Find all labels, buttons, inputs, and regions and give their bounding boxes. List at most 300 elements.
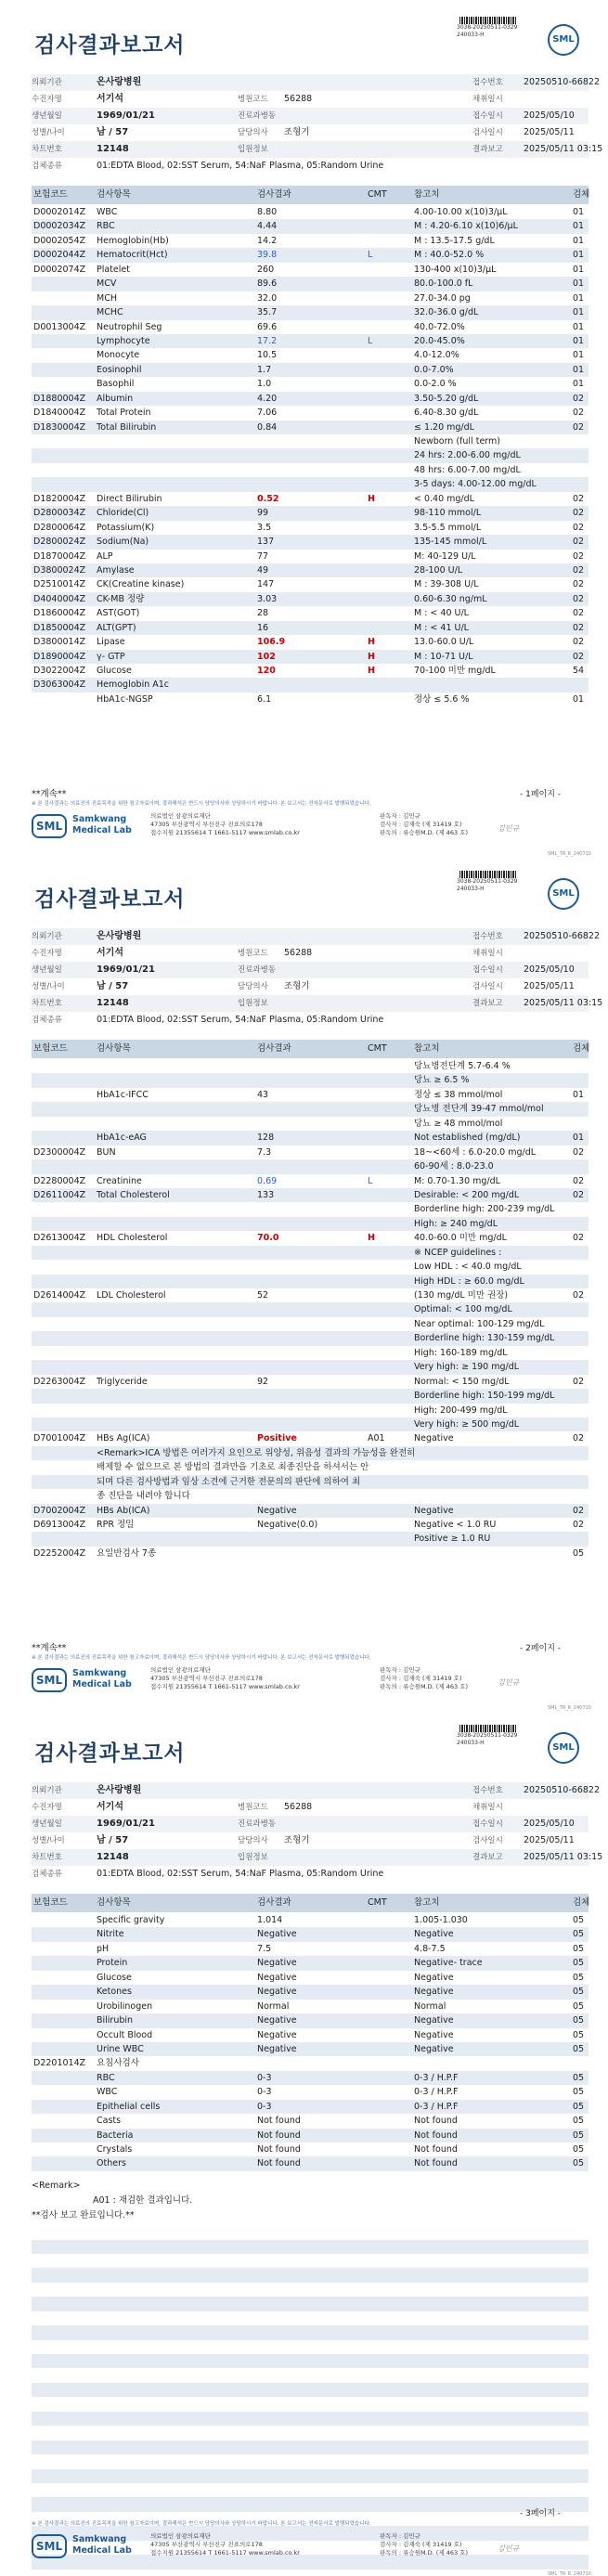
samkwang-name: Samkwang Medical Lab xyxy=(72,814,132,835)
insurance-code: D3063004Z xyxy=(33,680,86,691)
test-result: 3.03 xyxy=(257,593,278,604)
table-row xyxy=(32,348,589,362)
test-result: 70.0 xyxy=(257,1233,279,1244)
insurance-code: D1860004Z xyxy=(33,608,86,619)
specimen-code: 05 xyxy=(573,1943,585,1954)
table-row xyxy=(32,1317,589,1331)
table-row xyxy=(32,477,589,491)
test-result: 4.20 xyxy=(257,393,278,404)
test-result: 6.1 xyxy=(257,693,272,705)
specimen-code: 01 xyxy=(573,335,585,346)
value-patient: 서기석 xyxy=(97,1802,123,1812)
test-result: Negative xyxy=(257,1987,297,1998)
insurance-code: D1880004Z xyxy=(33,393,86,404)
blank-row xyxy=(32,2483,589,2497)
reference-range: Low HDL : < 40.0 mg/dL xyxy=(414,1262,522,1273)
insurance-code: D2800034Z xyxy=(33,508,86,519)
blank-row xyxy=(32,2240,589,2254)
blank-row xyxy=(32,2426,589,2440)
specimen-code: 02 xyxy=(573,622,585,633)
test-name: Hemoglobin A1c xyxy=(97,680,170,691)
result-table xyxy=(32,205,589,706)
test-name: Chloride(Cl) xyxy=(97,508,149,519)
table-header xyxy=(32,1894,589,1912)
test-result: Not found xyxy=(257,2144,301,2155)
test-name: Amylase xyxy=(97,564,135,576)
table-row xyxy=(32,1117,589,1131)
reference-range: 40.0-60.0 미만 mg/dL xyxy=(414,1233,507,1244)
specimen-code: 05 xyxy=(573,1547,585,1559)
table-row xyxy=(32,1088,589,1102)
value-sex-age: 남 / 57 xyxy=(97,127,129,137)
reference-range: 정상 ≤ 5.6 % xyxy=(414,693,470,705)
label-doctor: 담당의사 xyxy=(238,1836,268,1845)
reference-range: Optimal: < 100 mg/dL xyxy=(414,1304,512,1315)
barcode-text: 3038-20250511-0329 240033-H xyxy=(457,24,518,38)
table-row xyxy=(32,2000,589,2013)
value-birth: 1969/01/21 xyxy=(97,110,155,121)
column-header: CMT xyxy=(368,1897,387,1908)
blank-row xyxy=(32,2311,589,2325)
test-result: 28 xyxy=(257,608,269,619)
insurance-code: D1890004Z xyxy=(33,651,86,662)
specimen-code: 02 xyxy=(573,1290,585,1301)
insurance-code: D7002004Z xyxy=(33,1505,86,1516)
insurance-code: D2614004Z xyxy=(33,1290,86,1301)
label-dept: 진료과병동 xyxy=(238,1819,277,1829)
samkwang-logo: SML xyxy=(32,1668,67,1692)
specimen-code: 01 xyxy=(573,1089,585,1100)
label-birth: 생년월일 xyxy=(32,965,62,975)
test-name: Epithelial cells xyxy=(97,2101,161,2112)
insurance-code: D2252004Z xyxy=(33,1547,86,1559)
table-row xyxy=(32,2042,589,2056)
blank-row xyxy=(32,2283,589,2297)
label-test-date: 검사일시 xyxy=(472,1836,503,1845)
test-name: Lipase xyxy=(97,637,125,648)
blank-row xyxy=(32,2297,589,2311)
insurance-code: D4040004Z xyxy=(33,593,86,604)
test-result: 1.7 xyxy=(257,364,272,375)
reference-range: 3.5-5.5 mmol/L xyxy=(414,522,482,533)
insurance-code: D7001004Z xyxy=(33,1433,86,1444)
test-name: HDL Cholesterol xyxy=(97,1233,168,1244)
test-name: Protein xyxy=(97,1958,128,1969)
label-dept: 진료과병동 xyxy=(238,111,277,121)
test-name: 요침사검사 xyxy=(97,2058,139,2069)
table-row xyxy=(32,1913,589,1927)
table-row xyxy=(32,1102,589,1116)
label-chart: 차트번호 xyxy=(32,999,62,1008)
insurance-code: D3800014Z xyxy=(33,637,86,648)
specimen-code: 02 xyxy=(573,593,585,604)
blank-row xyxy=(32,2383,589,2397)
label-patient: 수진자명 xyxy=(32,949,62,958)
patient-info-row xyxy=(32,74,601,91)
table-row xyxy=(32,1460,589,1474)
test-result: Negative xyxy=(257,1505,297,1516)
specimen-code: 01 xyxy=(573,292,585,304)
table-row xyxy=(32,506,589,520)
test-result: 43 xyxy=(257,1089,269,1100)
continued-note: **계속** xyxy=(32,1643,67,1653)
comment-flag: L xyxy=(368,335,373,346)
test-name: Total Protein xyxy=(97,408,151,419)
test-name: Casts xyxy=(97,2116,122,2127)
table-row xyxy=(32,320,589,334)
test-name: HbA1c-NGSP xyxy=(97,693,153,705)
reference-range: M : 10-71 U/L xyxy=(414,651,473,662)
footer xyxy=(32,2531,589,2564)
samkwang-logo: SML xyxy=(32,814,67,838)
table-header xyxy=(32,1040,589,1058)
test-result: 133 xyxy=(257,1189,275,1200)
test-result: 99 xyxy=(257,508,269,519)
reference-range: 40.0-72.0% xyxy=(414,321,465,332)
specimen-code: 01 xyxy=(573,221,585,232)
insurance-code: D0002014Z xyxy=(33,207,86,217)
patient-info-row xyxy=(32,141,603,158)
table-row xyxy=(32,592,589,606)
test-result: 32.0 xyxy=(257,292,278,304)
reference-range: 0-3 / H.P.F xyxy=(414,2101,459,2112)
barcode-text: 3038-20250511-0329 240033-H xyxy=(457,878,518,892)
table-row xyxy=(32,1188,589,1202)
test-result: Negative xyxy=(257,2015,297,2026)
table-row xyxy=(32,577,589,591)
specimen-code: 02 xyxy=(573,1505,585,1516)
lab-address: 의료법인 삼광의료재단 47305 부산광역시 부산진구 진표의로178 접수지원 21355614 T 1661-5117 www.smlab.co.kr xyxy=(150,2532,300,2557)
patient-info-row xyxy=(32,91,589,108)
column-header: CMT xyxy=(368,1043,387,1054)
insurance-code: D1820004Z xyxy=(33,493,86,504)
specimen-code: 02 xyxy=(573,637,585,648)
table-row xyxy=(32,1260,589,1274)
label-institution: 의뢰기관 xyxy=(32,932,62,941)
table-row xyxy=(32,406,589,420)
signatories: 판독자 : 김민규 검사자 : 김재숙 (제 31419 호) 판독의 : 류승원M.D. (제 463 호) xyxy=(380,1666,468,1690)
value-doctor: 조형기 xyxy=(284,127,310,137)
label-specimen: 검체종류 xyxy=(32,1016,62,1025)
table-row xyxy=(32,1131,589,1145)
comment-flag: H xyxy=(368,651,375,662)
sml-logo: SML xyxy=(548,878,579,910)
patient-info-row xyxy=(32,108,589,124)
table-row xyxy=(32,1985,589,1999)
test-result: Negative xyxy=(257,1929,297,1940)
insurance-code: D0013004Z xyxy=(33,321,86,332)
column-header: 참고치 xyxy=(414,1897,440,1908)
table-row xyxy=(32,2056,589,2070)
test-result: 69.6 xyxy=(257,321,278,332)
patient-info-row xyxy=(32,978,589,995)
sml-logo: SML xyxy=(548,1732,579,1764)
test-name: Basophil xyxy=(97,379,135,390)
comment-flag: L xyxy=(368,250,373,261)
table-row xyxy=(32,463,589,477)
lab-address: 의료법인 삼광의료재단 47305 부산광역시 부산진구 진표의로178 접수지원 21355614 T 1661-5117 www.smlab.co.kr xyxy=(150,1666,300,1690)
test-result: Not found xyxy=(257,2158,301,2169)
test-result: Negative(0.0) xyxy=(257,1520,318,1530)
reference-range: Newborn (full term) xyxy=(414,436,500,447)
table-row xyxy=(32,1971,589,1985)
table-row xyxy=(32,1346,589,1360)
blank-row xyxy=(32,2454,589,2468)
label-test-date: 검사일시 xyxy=(472,128,503,137)
insurance-code: D2280004Z xyxy=(33,1175,86,1186)
test-name: Lymphocyte xyxy=(97,335,150,346)
specimen-code: 02 xyxy=(573,550,585,562)
label-collect-date: 채취일시 xyxy=(472,1803,503,1812)
reference-range: Not established (mg/dL) xyxy=(414,1133,521,1144)
test-result: 7.3 xyxy=(257,1146,272,1158)
label-report-date: 결과보고 xyxy=(472,1853,503,1862)
specimen-code: 01 xyxy=(573,350,585,361)
label-doctor: 담당의사 xyxy=(238,982,268,991)
table-row xyxy=(32,263,589,277)
insurance-code: D1830004Z xyxy=(33,421,86,433)
specimen-code: 02 xyxy=(573,537,585,548)
insurance-code: D2201014Z xyxy=(33,2058,86,2069)
insurance-code: D2300004Z xyxy=(33,1146,86,1158)
table-row xyxy=(32,550,589,563)
reference-range: 98-110 mmol/L xyxy=(414,508,482,519)
reference-range: High: ≥ 240 mg/dL xyxy=(414,1218,498,1229)
table-row xyxy=(32,1146,589,1159)
test-name: Monocyte xyxy=(97,350,140,361)
insurance-code: D2611004Z xyxy=(33,1189,86,1200)
test-name: AST(GOT) xyxy=(97,608,140,619)
label-birth: 생년월일 xyxy=(32,111,62,121)
specimen-code: 05 xyxy=(573,1929,585,1940)
table-row xyxy=(32,1059,589,1073)
table-row xyxy=(32,434,589,448)
table-row xyxy=(32,606,589,620)
test-result: 92 xyxy=(257,1376,269,1387)
patient-info-row xyxy=(32,928,601,945)
comment-flag: H xyxy=(368,1233,375,1244)
patient-info-row xyxy=(32,158,589,175)
sml-logo: SML xyxy=(548,24,579,56)
table-row xyxy=(32,1331,589,1345)
table-row xyxy=(32,2013,589,2027)
reference-range: High HDL : ≥ 60.0 mg/dL xyxy=(414,1275,524,1287)
value-hospital-code: 56288 xyxy=(284,948,313,958)
specimen-code: 02 xyxy=(573,1376,585,1387)
test-name: RBC xyxy=(97,221,115,232)
reference-range: 0.0-2.0 % xyxy=(414,379,457,390)
patient-info-row xyxy=(32,1866,589,1883)
column-header: 보험코드 xyxy=(33,1897,68,1908)
table-row xyxy=(32,650,589,664)
test-result: 0-3 xyxy=(257,2101,272,2112)
label-ward: 입원정보 xyxy=(238,145,268,154)
insurance-code: D6913004Z xyxy=(33,1520,86,1530)
reference-range: 0.0-7.0% xyxy=(414,364,454,375)
specimen-code: 02 xyxy=(573,1146,585,1158)
specimen-code: 05 xyxy=(573,2087,585,2098)
label-sex-age: 성별/나이 xyxy=(32,1836,65,1845)
specimen-code: 02 xyxy=(573,522,585,533)
reference-range: High: 200-499 mg/dL xyxy=(414,1405,508,1416)
table-row xyxy=(32,2071,589,2085)
label-receipt-no: 접수번호 xyxy=(472,1786,503,1795)
test-result: 0-3 xyxy=(257,2087,272,2098)
reference-range: Negative xyxy=(414,2015,454,2026)
test-name: RPR 정밀 xyxy=(97,1520,135,1530)
table-row xyxy=(32,421,589,434)
table-row xyxy=(32,448,589,462)
label-collect-date: 채취일시 xyxy=(472,95,503,104)
specimen-code: 02 xyxy=(573,421,585,433)
specimen-code: 01 xyxy=(573,379,585,390)
specimen-code: 01 xyxy=(573,250,585,261)
test-result: 3.5 xyxy=(257,522,272,533)
reference-range: M : < 40 U/L xyxy=(414,608,469,619)
test-result: 7.06 xyxy=(257,408,278,419)
reference-range: Not found xyxy=(414,2144,458,2155)
specimen-code: 02 xyxy=(573,393,585,404)
specimen-code: 05 xyxy=(573,2101,585,2112)
reference-range: Negative xyxy=(414,2043,454,2054)
value-chart: 12148 xyxy=(97,1852,129,1862)
reference-range: 0-3 / H.P.F xyxy=(414,2072,459,2083)
reference-range: 24 hrs: 2.00-6.00 mg/dL xyxy=(414,450,521,461)
test-result: 120 xyxy=(257,666,276,676)
signature: 김민규 xyxy=(498,1678,520,1687)
table-row xyxy=(32,334,589,348)
specimen-code: 05 xyxy=(573,2116,585,2127)
table-row xyxy=(32,1431,589,1445)
blank-row xyxy=(32,2412,589,2426)
test-name: Bacteria xyxy=(97,2129,134,2141)
table-row xyxy=(32,277,589,291)
form-code: SML_TR_R_240710 xyxy=(548,851,591,857)
specimen-code: 05 xyxy=(573,2129,585,2141)
reference-range: Normal xyxy=(414,2000,446,2012)
reference-range: Positive ≥ 1.0 RU xyxy=(414,1534,491,1545)
value-specimen: 01:EDTA Blood, 02:SST Serum, 54:NaF Plasma, 05:Random Urine xyxy=(97,1015,384,1025)
test-name: Neutrophil Seg xyxy=(97,321,162,332)
specimen-code: 02 xyxy=(573,1520,585,1530)
footer-notice: ※ 본 검사결과는 의료진의 진료목적을 위한 참고자료이며, 결과해석은 반드시 담당의사와 상담하시기 바랍니다. 본 보고서는 전자문서로 발행되었습니다. xyxy=(32,1655,371,1661)
value-receipt-no: 20250510-66822 xyxy=(524,77,601,87)
test-name: Direct Bilirubin xyxy=(97,493,162,504)
patient-info-row xyxy=(32,995,603,1012)
value-birth: 1969/01/21 xyxy=(97,1819,155,1829)
table-row xyxy=(32,563,589,577)
specimen-code: 54 xyxy=(573,666,585,676)
value-report-date: 2025/05/11 03:15 xyxy=(524,144,603,154)
test-name: Nitrite xyxy=(97,1929,124,1940)
signatories: 판독자 : 김민규 검사자 : 김재숙 (제 31419 호) 판독의 : 류승원M.D. (제 463 호) xyxy=(380,812,468,836)
blank-rows xyxy=(32,2225,589,2570)
label-receipt-date: 접수일시 xyxy=(472,965,503,975)
value-report-date: 2025/05/11 03:15 xyxy=(524,998,603,1008)
footer xyxy=(32,1664,589,1698)
specimen-code: 05 xyxy=(573,2029,585,2040)
reference-range: Negative- trace xyxy=(414,1958,483,1969)
test-name: CK-MB 정량 xyxy=(97,593,145,604)
reference-range: Negative xyxy=(414,1987,454,1998)
value-doctor: 조형기 xyxy=(284,981,310,991)
lab-address: 의료법인 삼광의료재단 47305 부산광역시 부산진구 진표의로178 접수지원 21355614 T 1661-5117 www.smlab.co.kr xyxy=(150,812,300,836)
table-row xyxy=(32,1159,589,1173)
test-name: Bilirubin xyxy=(97,2015,134,2026)
test-result: Not found xyxy=(257,2129,301,2141)
table-row xyxy=(32,1073,589,1087)
test-result: 0.69 xyxy=(257,1175,278,1186)
test-name: Eosinophil xyxy=(97,364,142,375)
specimen-code: 01 xyxy=(573,693,585,705)
reference-range: Negative xyxy=(414,1972,454,1983)
samkwang-name: Samkwang Medical Lab xyxy=(72,1668,132,1689)
value-test-date: 2025/05/11 xyxy=(524,127,575,137)
test-result: 4.44 xyxy=(257,221,278,232)
table-row xyxy=(32,1231,589,1245)
page-number: - 3페이지 - xyxy=(520,2509,562,2518)
test-name: WBC xyxy=(97,207,118,217)
blank-row xyxy=(32,2497,589,2511)
table-row xyxy=(32,2085,589,2099)
reference-range: 0-3 / H.P.F xyxy=(414,2087,459,2098)
column-header: 검체 xyxy=(573,189,590,200)
table-row xyxy=(32,392,589,406)
reference-range: Not found xyxy=(414,2158,458,2169)
test-name: Potassium(K) xyxy=(97,522,155,533)
test-name: Creatinine xyxy=(97,1175,142,1186)
specimen-code: 01 xyxy=(573,207,585,217)
reference-range: 3.50-5.20 g/dL xyxy=(414,393,479,404)
value-receipt-date: 2025/05/10 xyxy=(524,964,575,975)
value-receipt-no: 20250510-66822 xyxy=(524,931,601,941)
value-institution: 온사랑병원 xyxy=(97,77,142,87)
form-code: SML_TR_R_240710 xyxy=(548,1705,591,1711)
reference-range: Negative < 1.0 RU xyxy=(414,1520,497,1530)
test-result: 1.0 xyxy=(257,379,272,390)
test-name: Platelet xyxy=(97,264,130,275)
test-result: Not found xyxy=(257,2116,301,2127)
value-institution: 온사랑병원 xyxy=(97,931,142,941)
table-row xyxy=(32,1302,589,1316)
specimen-code: 05 xyxy=(573,2158,585,2169)
label-chart: 차트번호 xyxy=(32,1853,62,1862)
specimen-code: 05 xyxy=(573,2000,585,2012)
blank-row xyxy=(32,2325,589,2339)
insurance-code: D2613004Z xyxy=(33,1233,86,1244)
test-result: 0.52 xyxy=(257,493,279,504)
signature: 김민규 xyxy=(498,824,520,833)
test-name: 요일반검사 7종 xyxy=(97,1547,157,1559)
value-report-date: 2025/05/11 03:15 xyxy=(524,1852,603,1862)
label-institution: 의뢰기관 xyxy=(32,78,62,87)
table-row xyxy=(32,1417,589,1431)
label-hospital-code: 병원코드 xyxy=(238,1803,268,1812)
test-name: MCHC xyxy=(97,307,123,318)
patient-info-row xyxy=(32,124,589,141)
specimen-code: 02 xyxy=(573,608,585,619)
specimen-code: 02 xyxy=(573,579,585,590)
reference-range: ※ NCEP guidelines : xyxy=(414,1247,502,1258)
test-result: 0-3 xyxy=(257,2072,272,2083)
reference-range: 32.0-36.0 g/dL xyxy=(414,307,479,318)
column-header: CMT xyxy=(368,189,387,200)
reference-range: 27.0-34.0 pg xyxy=(414,292,471,304)
table-row xyxy=(32,1174,589,1188)
test-result: Negative xyxy=(257,2029,297,2040)
label-ward: 입원정보 xyxy=(238,1853,268,1862)
table-row xyxy=(32,678,589,692)
